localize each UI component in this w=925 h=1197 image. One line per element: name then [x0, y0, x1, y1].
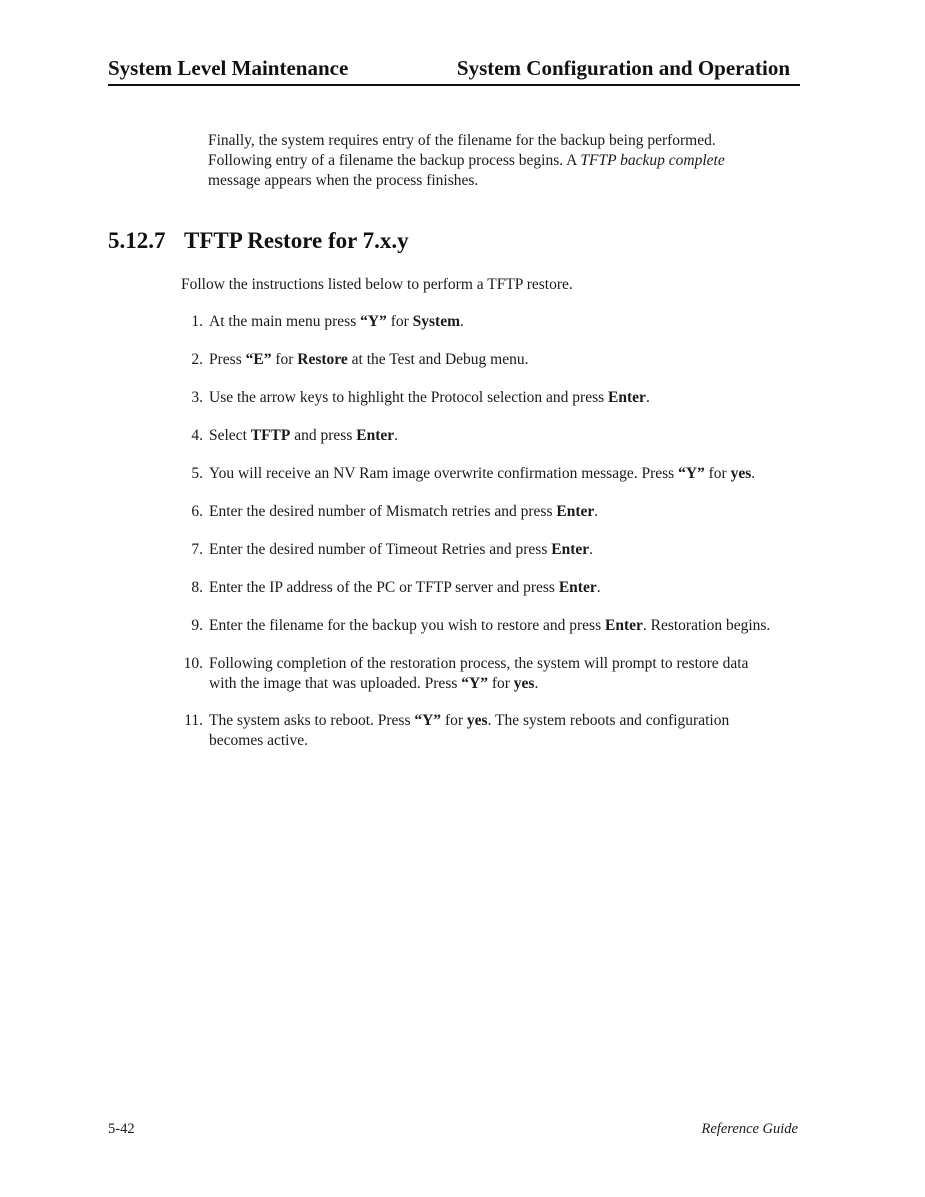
intro-paragraph	[208, 131, 798, 191]
page-footer	[108, 1121, 800, 1141]
step-text-part: Select	[209, 427, 251, 444]
step-text	[209, 502, 801, 522]
step-number: 7.	[191, 541, 203, 558]
header-chapter-title: System Level Maintenance	[108, 56, 349, 80]
step-key: yes	[513, 675, 535, 692]
section-title: TFTP Restore for 7.x.y	[184, 228, 409, 253]
step-text-part: At the main menu press	[209, 313, 361, 330]
step-text	[209, 350, 801, 370]
section-heading	[108, 226, 409, 256]
step-text-part: for	[271, 351, 298, 368]
intro-line: message appears when the process finishes.	[208, 172, 479, 189]
step-text-part: for	[487, 675, 514, 692]
step-key: “Y”	[360, 313, 387, 330]
step-text	[209, 540, 801, 560]
step-text-part: for	[441, 712, 467, 729]
step-number: 11.	[184, 712, 203, 729]
step-text	[209, 464, 801, 484]
step-key: Enter	[558, 579, 597, 596]
step-text-part: . The system reboots and configuration	[487, 712, 730, 729]
step-text-part: .	[460, 313, 464, 330]
step-number: 9.	[191, 617, 203, 634]
document-title: Reference Guide	[701, 1121, 798, 1137]
step-text-part: Enter the desired number of Timeout Retries and press	[209, 541, 552, 558]
step-text	[209, 711, 801, 751]
step-text-part: Use the arrow keys to highlight the Protocol selection and press	[209, 389, 609, 406]
step-number: 8.	[191, 579, 203, 596]
step-text-part: The system asks to reboot. Press	[209, 712, 415, 729]
step-key: “Y”	[414, 712, 442, 729]
step-text-part: .	[534, 675, 539, 692]
step-text-part: You will receive an NV Ram image overwrite confirmation message. Press	[209, 465, 679, 482]
step-text	[209, 312, 801, 332]
step-text-part: .	[394, 427, 399, 444]
step-key: Enter	[551, 541, 590, 558]
step-text-part: .	[751, 465, 756, 482]
running-header	[108, 56, 800, 86]
step-number: 5.	[191, 465, 203, 482]
step-number: 2.	[191, 351, 203, 368]
step-text-part: .	[589, 541, 593, 558]
step-key: Enter	[356, 427, 395, 444]
step-number: 10.	[183, 655, 203, 672]
header-section-title: System Configuration and Operation	[456, 56, 790, 80]
step-key: “E”	[245, 351, 272, 368]
intro-text: Following entry of a filename the backup process begins. A	[208, 152, 581, 169]
step-text-part: .	[645, 389, 650, 406]
step-text	[209, 388, 801, 408]
step-key: “Y”	[678, 465, 705, 482]
section-number: 5.12.7	[108, 228, 166, 253]
step-text-part: for	[386, 313, 413, 330]
step-text	[209, 426, 801, 446]
step-key: yes	[466, 712, 488, 729]
step-key: Enter	[604, 617, 643, 634]
page-number: 5-42	[108, 1121, 135, 1137]
step-text-part: Following completion of the restoration process, the system will prompt to restore data	[209, 655, 749, 672]
step-text-part: .	[596, 579, 601, 596]
intro-line	[208, 151, 798, 171]
step-text-part: . Restoration begins.	[642, 617, 771, 634]
step-key: yes	[730, 465, 752, 482]
step-key: TFTP	[250, 427, 291, 444]
intro-emphasis: TFTP backup complete	[580, 152, 725, 169]
step-text-part: Enter the filename for the backup you wish to restore and press	[209, 617, 605, 634]
step-number: 4.	[191, 427, 203, 444]
step-number: 6.	[191, 503, 203, 520]
step-key: Enter	[556, 503, 595, 520]
step-text	[209, 654, 801, 694]
step-text-part: Press	[209, 351, 246, 368]
step-text-part: .	[594, 503, 599, 520]
intro-line: Finally, the system requires entry of the filename for the backup being performed.	[208, 132, 716, 149]
step-menu-name: Restore	[297, 351, 348, 368]
step-text	[209, 578, 801, 598]
step-text-part: and press	[290, 427, 357, 444]
step-text-part: Enter the IP address of the PC or TFTP server and press	[209, 579, 559, 596]
step-number: 3.	[191, 389, 203, 406]
step-text-part: Enter the desired number of Mismatch retries and press	[209, 503, 557, 520]
step-key: “Y”	[461, 675, 488, 692]
step-menu-name: System	[412, 313, 460, 330]
step-number: 1.	[191, 313, 203, 330]
step-text-part: becomes active.	[209, 732, 308, 749]
step-text	[209, 616, 801, 636]
step-text-part: with the image that was uploaded. Press	[209, 675, 462, 692]
lead-paragraph: Follow the instructions listed below to perform a TFTP restore.	[181, 276, 573, 293]
step-key: Enter	[608, 389, 646, 406]
step-text-part: at the Test and Debug menu.	[347, 351, 529, 368]
step-text-part: for	[704, 465, 731, 482]
